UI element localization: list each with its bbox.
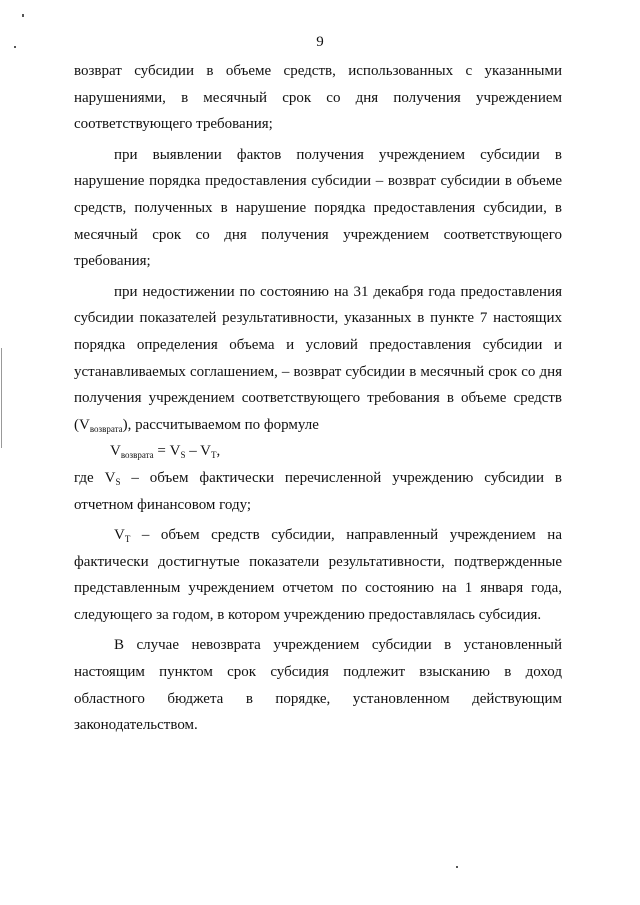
formula-subscript: S [180,450,186,461]
paragraph-text: V [114,527,125,544]
scan-mark [456,866,458,868]
paragraph-text: ), рассчитываемом по формуле [122,416,319,433]
document-body [74,58,562,739]
subscript: S [115,476,121,487]
page-number: 9 [316,34,324,50]
scan-mark [14,46,16,48]
scan-mark [1,348,2,448]
scan-mark [22,14,24,17]
paragraph-non-return: В случае невозврата учреждением субсидии в установленный настоящим пунктом срок субсидия подлежит взысканию в доход областного бюджета в порядке, установленном действующим законодательством. [74,637,562,734]
paragraph-vt-definition [74,522,562,628]
formula-part: = V [153,443,181,460]
formula-part: , [216,443,221,460]
paragraph-text: где V [74,469,116,486]
return-formula [74,438,562,465]
paragraph-return-violations: возврат субсидии в объеме средств, использованных с указанными нарушениями, в месячный срок со дня получения учреждением соответствующего требования; [74,63,562,133]
formula-part: – V [185,443,212,460]
paragraph-performance-indicators [74,279,562,439]
paragraph-text: при недостижении по состоянию на 31 декабря года предоставления субсидии показателей результативности, указанных в пункте 7 настоящих порядка определения объема и условий предоставления субсидии и устанавливаемых соглашением, – возврат субсидии в месячный срок со дня получения учреждением соответствующего требования в объеме средств (V [74,283,562,433]
subscript: возврата [89,423,123,434]
formula-part: V [110,443,121,460]
formula-subscript: возврата [120,450,154,461]
subscript: T [124,534,131,545]
paragraph-vs-definition [74,465,562,518]
paragraph-text: – объем фактически перечисленной учреждению субсидии в отчетном финансовом году; [74,469,563,513]
formula-subscript: T [211,450,217,461]
paragraph-procedure-violation: при выявлении фактов получения учреждением субсидии в нарушение порядка предоставления субсидии – возврат субсидии в объеме средств, полученных в нарушение порядка предоставления субсидии, в месячный срок со дня получения учреждением соответствующего требования; [74,146,562,270]
paragraph-text: – объем средств субсидии, направленный учреждением на фактически достигнутые показатели результативности, подтвержденные представленным учреждением отчетом по состоянию на 1 января года, следующего за годом, в котором учреждению предоставлялась субсидия. [74,527,562,623]
